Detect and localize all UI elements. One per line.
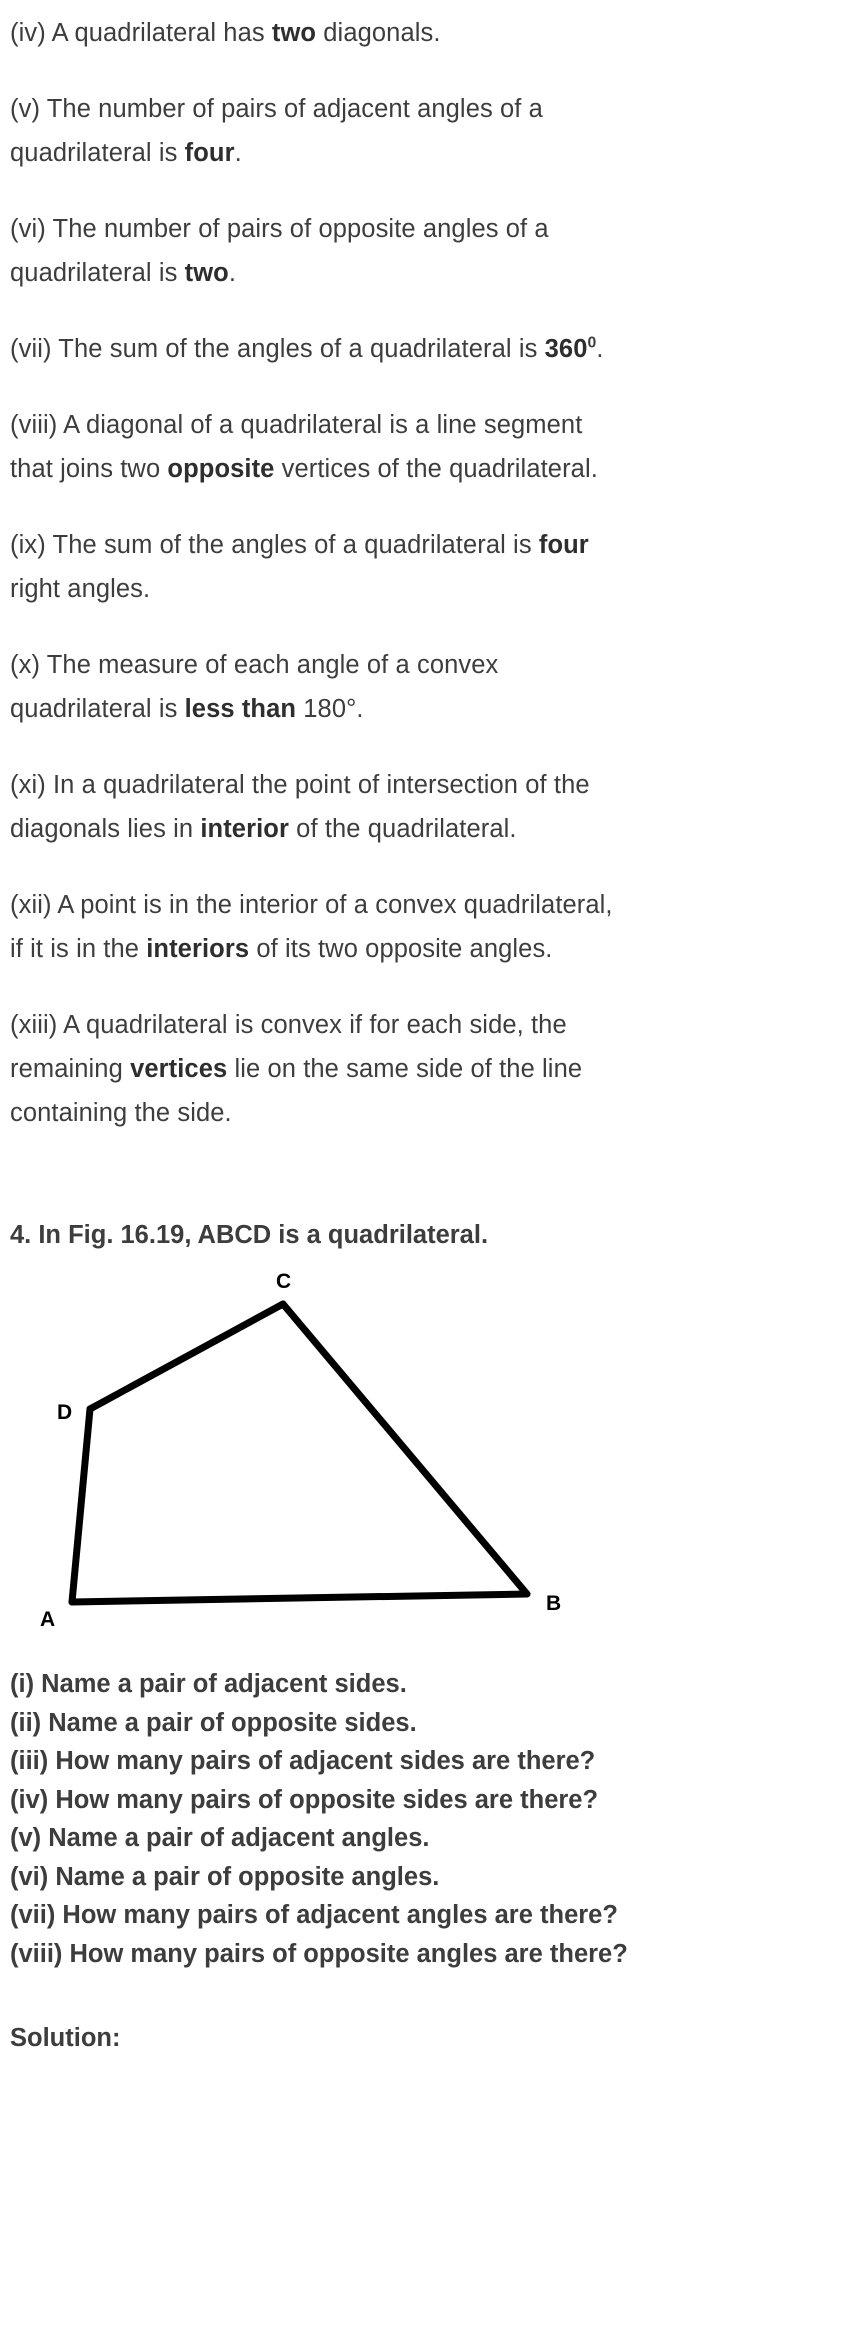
vertex-label-A: A xyxy=(40,1608,56,1631)
question-heading: 4. In Fig. 16.19, ABCD is a quadrilateral. xyxy=(10,1221,489,1249)
statement-ix xyxy=(0,523,635,611)
statement-text: (x) The measure of each angle of a convex quadrilateral is xyxy=(10,651,499,723)
statement-text: . xyxy=(228,259,237,287)
figure-edge-BC xyxy=(283,1304,527,1594)
statement-text: (v) The number of pairs of adjacent angles of a quadrilateral is xyxy=(10,95,543,167)
spacer xyxy=(0,1649,867,1665)
statement-text: lie on the same side of the line containing the side. xyxy=(10,1055,583,1127)
statement-text: (xii) A point is in the interior of a convex quadrilateral, if it is in the xyxy=(10,891,613,963)
statement-x xyxy=(0,643,635,731)
statement-text: (ix) The sum of the angles of a quadrilateral is xyxy=(10,531,539,559)
figure-quadrilateral-abcd xyxy=(0,1254,867,1649)
document-page xyxy=(0,11,867,2350)
statement-text: (vi) The number of pairs of opposite angles of a quadrilateral is xyxy=(10,215,549,287)
statement-emphasis: interiors xyxy=(146,935,250,963)
quadrilateral-svg xyxy=(0,1254,867,1649)
statement-emphasis: two xyxy=(184,259,229,287)
statement-text: vertices of the quadrilateral. xyxy=(274,455,598,483)
statement-vi xyxy=(0,207,635,295)
statement-text: 180°. xyxy=(296,695,364,723)
statement-text: (viii) A diagonal of a quadrilateral is a line segment that joins two xyxy=(10,411,583,483)
statement-emphasis: opposite xyxy=(167,455,275,483)
statement-vii xyxy=(0,327,635,371)
sub-question-item: (v) Name a pair of adjacent angles. xyxy=(10,1824,430,1852)
sub-question-item: (i) Name a pair of adjacent sides. xyxy=(10,1670,407,1698)
statement-text: (vii) The sum of the angles of a quadrilateral is xyxy=(10,335,545,363)
statement-xiii xyxy=(0,1003,635,1135)
sub-question-item: (vii) How many pairs of adjacent angles are there? xyxy=(10,1901,618,1929)
statement-emphasis: interior xyxy=(200,815,289,843)
vertex-label-C: C xyxy=(276,1270,292,1293)
sub-question-item: (viii) How many pairs of opposite angles are there? xyxy=(10,1939,628,1968)
figure-edge-DA xyxy=(72,1409,90,1602)
statement-emphasis: less than xyxy=(184,695,297,723)
statement-xi xyxy=(0,763,635,851)
vertex-label-B: B xyxy=(546,1592,562,1615)
sub-question-item: (iii) How many pairs of adjacent sides are there? xyxy=(10,1747,596,1775)
statement-text: (xiii) A quadrilateral is convex if for each side, the remaining xyxy=(10,1011,567,1083)
statement-text: diagonals. xyxy=(316,19,441,47)
statement-v xyxy=(0,87,635,175)
statement-emphasis: four xyxy=(184,139,235,167)
statement-emphasis: four xyxy=(538,531,589,559)
degree-superscript: 0 xyxy=(587,334,597,352)
statement-text: of the quadrilateral. xyxy=(289,815,517,843)
statement-emphasis: vertices xyxy=(130,1055,228,1083)
sub-question-item: (vi) Name a pair of opposite angles. xyxy=(10,1862,440,1891)
figure-edge-CD xyxy=(90,1304,283,1409)
statement-text: (xi) In a quadrilateral the point of intersection of the diagonals lies in xyxy=(10,771,590,843)
spacer xyxy=(0,1973,867,2019)
statement-text: . xyxy=(234,139,242,167)
statement-xii xyxy=(0,883,635,971)
statement-viii xyxy=(0,403,635,491)
statement-text: right angles. xyxy=(10,575,151,603)
statement-text: (iv) A quadrilateral has xyxy=(10,19,272,47)
figure-edge-AB xyxy=(72,1594,527,1602)
statement-emphasis: two xyxy=(271,19,317,47)
sub-question-item: (iv) How many pairs of opposite sides are there? xyxy=(10,1785,599,1814)
spacer xyxy=(0,1167,867,1216)
sub-questions-list xyxy=(0,1665,867,1973)
statement-text: of its two opposite angles. xyxy=(249,935,553,963)
statement-iv xyxy=(0,11,635,55)
sub-question-item: (ii) Name a pair of opposite sides. xyxy=(10,1708,417,1737)
vertex-label-D: D xyxy=(57,1401,73,1424)
solution-label: Solution: xyxy=(10,2024,121,2052)
statements-block xyxy=(0,11,867,1135)
statement-emphasis: 360 xyxy=(544,335,588,363)
statement-text: . xyxy=(596,335,604,363)
